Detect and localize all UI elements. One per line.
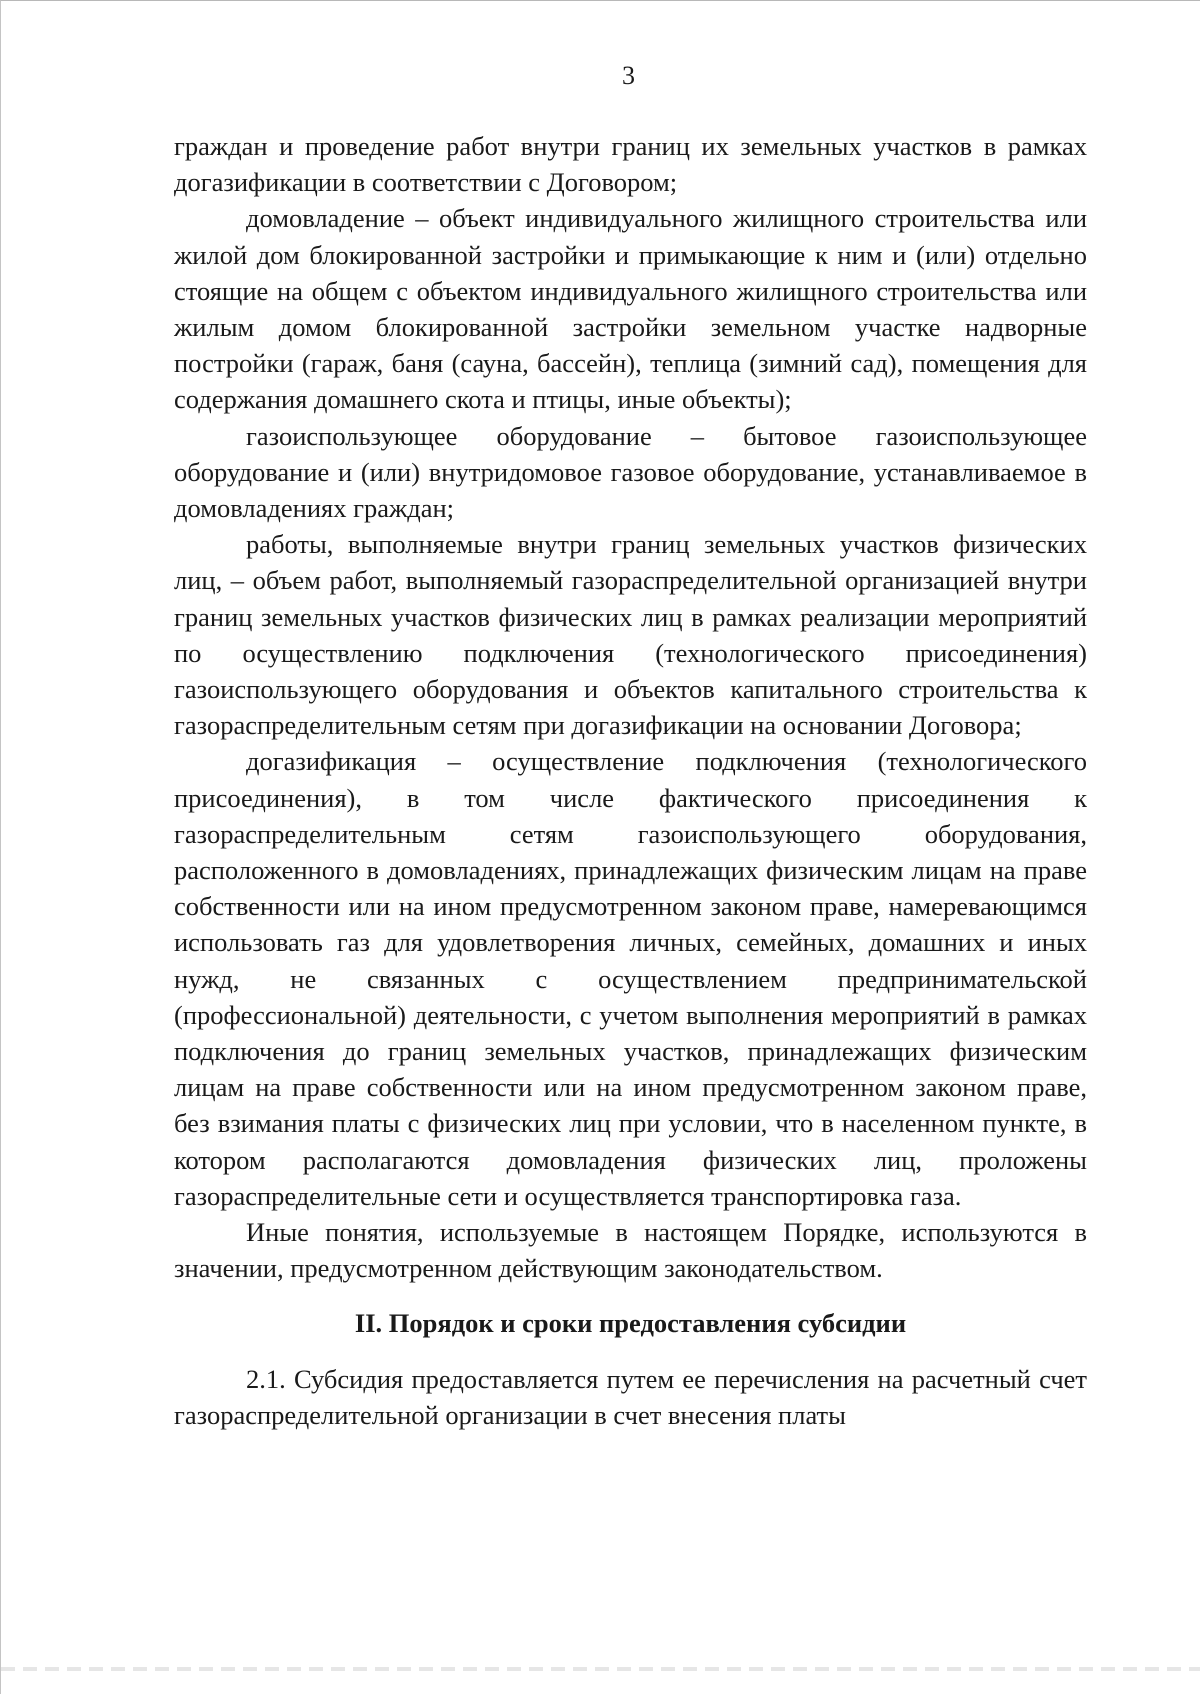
definition-gas-equipment: газоиспользующее оборудование – бытовое газоиспользующее оборудование и (или) внутридомовое газовое оборудование, устанавливаемое в домовладениях граждан; <box>174 420 1087 524</box>
document-body <box>174 128 1087 1433</box>
other-terms-paragraph: Иные понятия, используемые в настоящем Порядке, используются в значении, предусмотренном действующим законодательством. <box>174 1217 1087 1284</box>
definition-works: работы, выполняемые внутри границ земельных участков физических лиц, – объем работ, выполняемый газораспределительной организацией внутри границ земельных участков физических лиц в рамках реализации мероприятий по осуществлению подключения (технологического присоединения) газоиспользующего оборудования и объектов капитального строительства к газораспределительным сетям при догазификации на основании Договора; <box>174 529 1087 741</box>
clause-2-1: 2.1. Субсидия предоставляется путем ее перечисления на расчетный счет газораспределительной организации в счет внесения платы <box>174 1363 1087 1430</box>
page-number: 3 <box>622 61 635 90</box>
scan-artifact-line <box>1 1667 1200 1671</box>
definition-household: домовладение – объект индивидуального жилищного строительства или жилой дом блокированной застройки и примыкающие к ним и (или) отдельно стоящие на общем с объектом индивидуального жилищного строительства или жилым домом блокированной застройки земельном участке надворные постройки (гараж, баня (сауна, бассейн), теплица (зимний сад), помещения для содержания домашнего скота и птицы, иные объекты); <box>174 203 1087 415</box>
definition-additional-gasification: догазификация – осуществление подключения (технологического присоединения), в том числе фактического присоединения к газораспределительным сетям газоиспользующего оборудования, расположенного в домовладениях, принадлежащих физическим лицам на праве собственности или на ином предусмотренном законом праве, намеревающимся использовать газ для удовлетворения личных, семейных, домашних и иных нужд, не связанных с осуществлением предпринимательской (профессиональной) деятельности, с учетом выполнения мероприятий в рамках подключения до границ земельных участков, принадлежащих физическим лицам на праве собственности или на ином предусмотренном законом праве, без взимания платы с физических лиц при условии, что в населенном пункте, в котором располагаются домовладения физических лиц, проложены газораспределительные сети и осуществляется транспортировка газа. <box>174 746 1087 1211</box>
section-heading: II. Порядок и сроки предоставления субсидии <box>354 1307 907 1338</box>
paragraph-continuation: граждан и проведение работ внутри границ их земельных участков в рамках догазификации в соответствии с Договором; <box>174 131 1087 198</box>
